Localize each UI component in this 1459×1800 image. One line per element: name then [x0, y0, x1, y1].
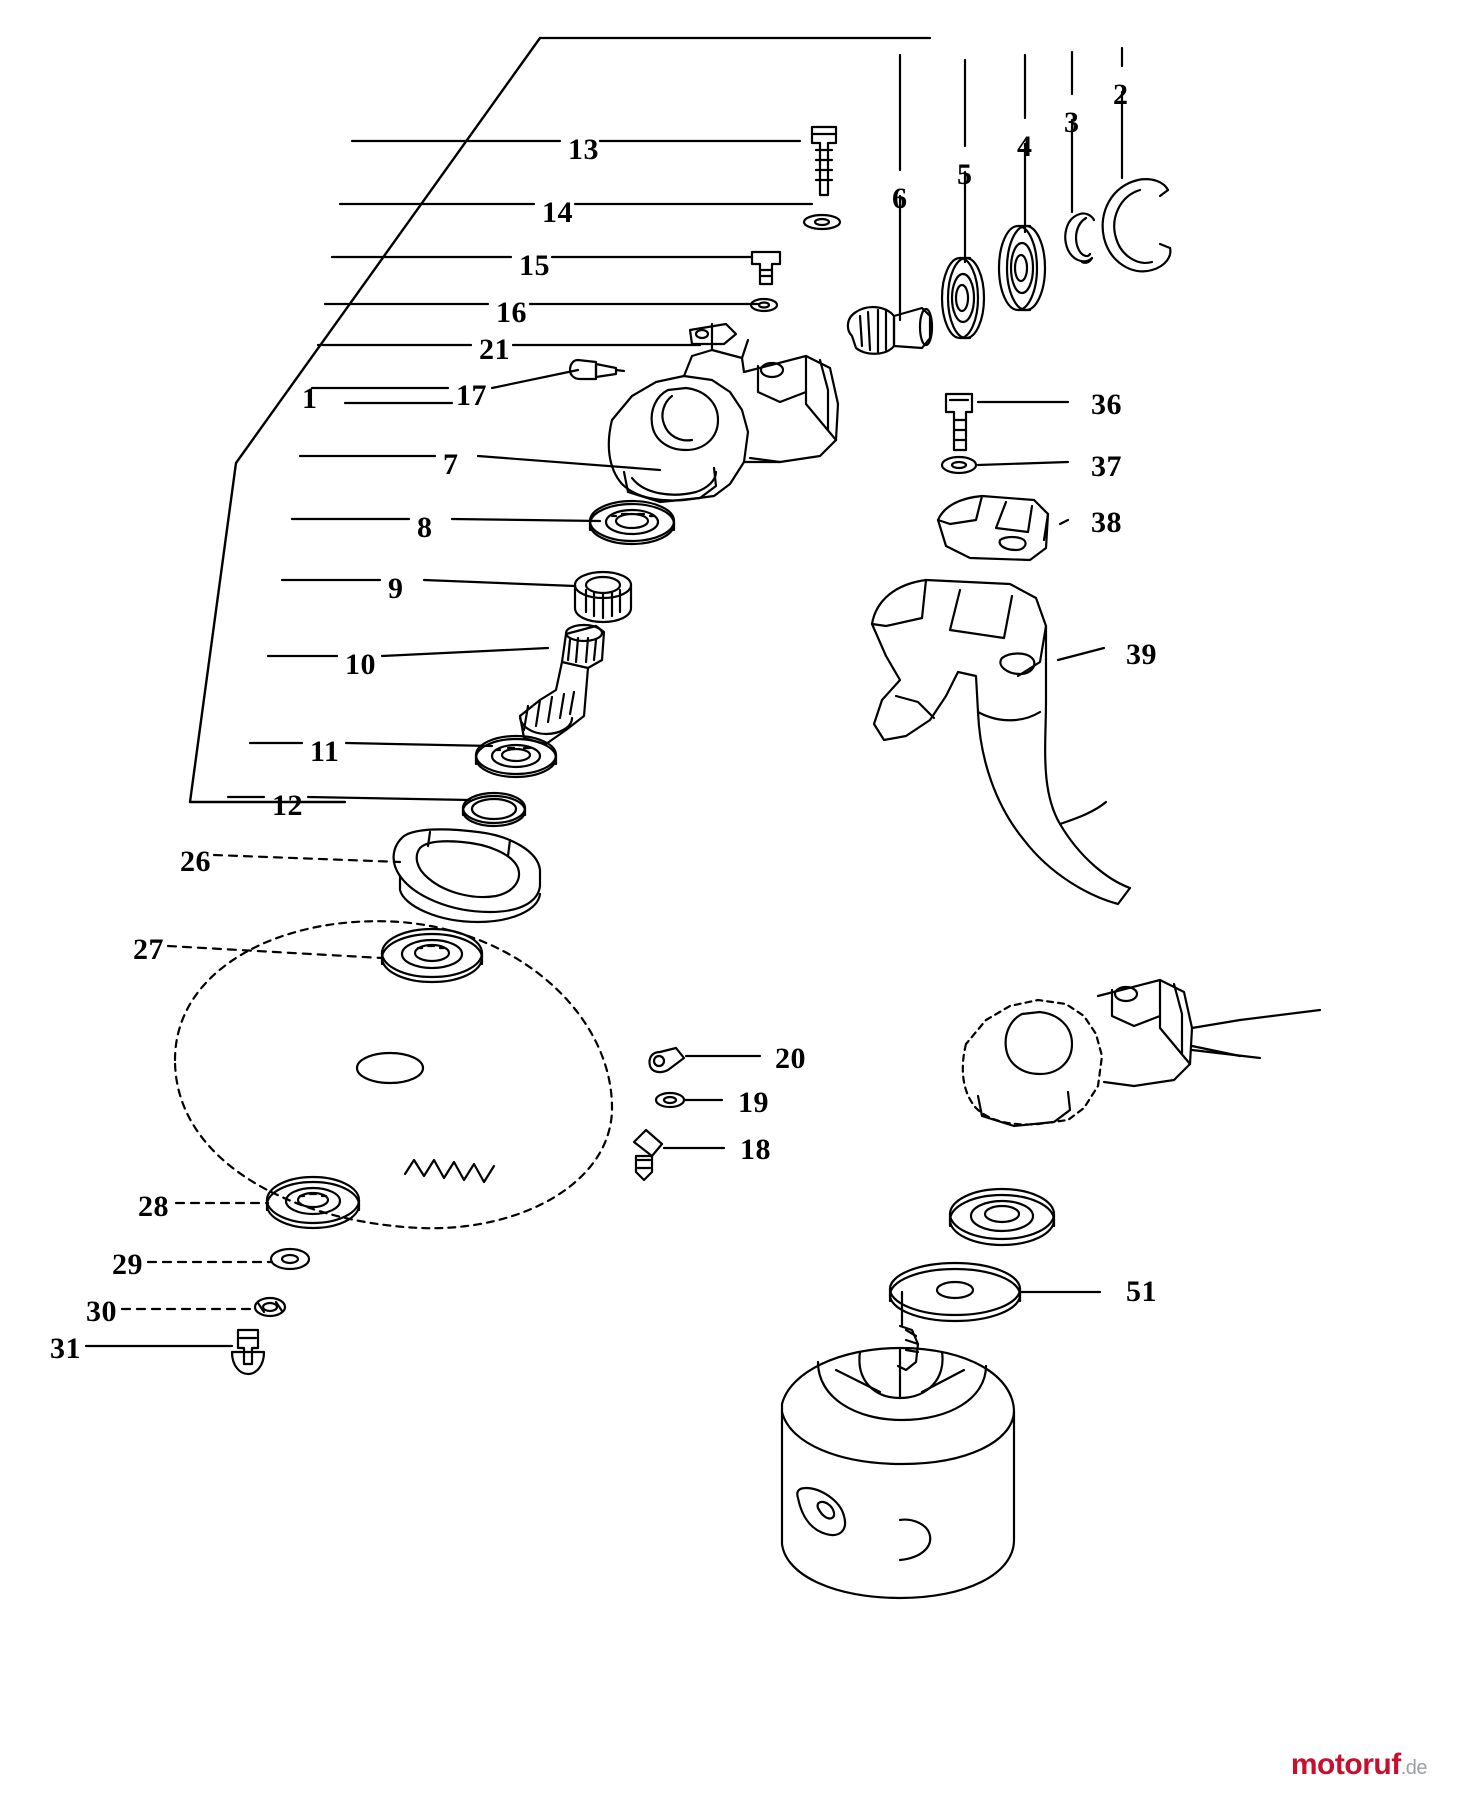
part-28-cup: [267, 1177, 359, 1228]
part-18-bolt: [634, 1130, 662, 1180]
part-26-collar: [394, 829, 540, 922]
callout-5: 5: [957, 158, 973, 191]
callout-51: 51: [1126, 1275, 1157, 1308]
callout-31: 31: [50, 1332, 81, 1365]
assembly-gear-head-lower: [963, 980, 1240, 1126]
part-31-bolt: [232, 1330, 264, 1374]
part-27-hub: [382, 929, 482, 982]
part-9-collar: [575, 572, 631, 622]
assembly-trimmer-head: [782, 1292, 1014, 1598]
callout-7: 7: [443, 448, 459, 481]
watermark-suffix: .de: [1400, 1757, 1427, 1779]
callout-13: 13: [568, 133, 599, 166]
part-29-washer: [271, 1249, 309, 1269]
callout-39: 39: [1126, 638, 1157, 671]
callout-21: 21: [479, 333, 510, 366]
watermark-brand: motoruf: [1290, 1748, 1401, 1781]
callout-20: 20: [775, 1042, 806, 1075]
callout-2: 2: [1113, 78, 1129, 111]
callout-36: 36: [1091, 388, 1122, 421]
part-20-pin: [649, 1048, 684, 1072]
callout-19: 19: [738, 1086, 769, 1119]
callout-27: 27: [133, 933, 164, 966]
part-37-washer: [942, 457, 1068, 473]
part-39-shield: [872, 580, 1130, 904]
part-30-lockwasher: [255, 1298, 285, 1316]
callout-15: 15: [519, 249, 550, 282]
part-10-shaft: [520, 625, 604, 744]
callout-16: 16: [496, 296, 527, 329]
part-19-washer: [656, 1093, 684, 1107]
callout-6: 6: [892, 182, 908, 215]
assembly-blade-washer-51: [890, 1263, 1100, 1321]
callout-10: 10: [345, 648, 376, 681]
callout-9: 9: [388, 572, 404, 605]
part-36-bolt: [946, 394, 1068, 450]
callout-30: 30: [86, 1295, 117, 1328]
part-13-bolt: [812, 127, 836, 195]
part-8-bearing: [590, 501, 674, 544]
assembly-bearing-lower: [950, 1189, 1054, 1245]
callout-4: 4: [1017, 130, 1033, 163]
callout-38: 38: [1091, 506, 1122, 539]
callout-17: 17: [456, 379, 487, 412]
part-6-pinion: [848, 307, 932, 354]
part-3-snapring: [1065, 213, 1094, 262]
watermark: [1291, 1748, 1427, 1782]
callout-18: 18: [740, 1133, 771, 1166]
part-14-washer: [804, 215, 840, 229]
callout-11: 11: [310, 735, 340, 768]
part-2-snapring: [1103, 179, 1171, 271]
part-11-bearing: [476, 736, 556, 777]
part-12-snapring: [463, 793, 525, 826]
callout-37: 37: [1091, 450, 1122, 483]
callout-26: 26: [180, 845, 211, 878]
part-4-bearing: [999, 226, 1045, 310]
leader-lines-top-right: [900, 48, 1122, 320]
callout-8: 8: [417, 511, 433, 544]
part-5-bearing: [942, 258, 984, 338]
leader-lines-left: [228, 141, 812, 800]
callout-12: 12: [272, 789, 303, 822]
callout-1: 1: [302, 382, 318, 415]
callout-3: 3: [1064, 106, 1080, 139]
part-15-screw: [752, 252, 780, 284]
callout-28: 28: [138, 1190, 169, 1223]
callout-14: 14: [542, 196, 573, 229]
part-7-gear-housing: [609, 324, 838, 502]
callout-29: 29: [112, 1248, 143, 1281]
part-38-clamp: [938, 496, 1068, 560]
